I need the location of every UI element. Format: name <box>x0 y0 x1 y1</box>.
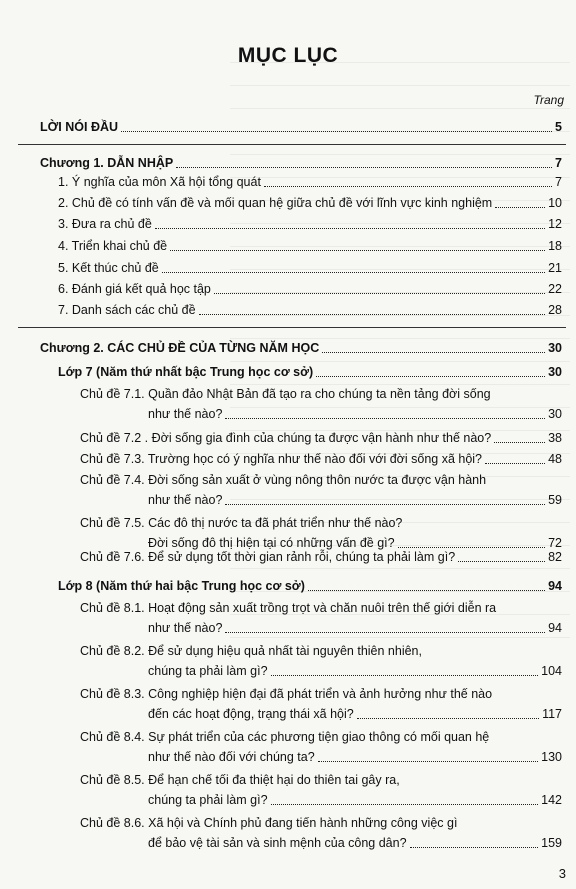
toc-topic-8-5[interactable] <box>80 772 562 808</box>
dot-leader <box>485 462 545 464</box>
entry-page: 12 <box>548 217 562 231</box>
entry-page: 5 <box>555 120 562 134</box>
toc-entry[interactable] <box>58 216 562 232</box>
entry-page: 48 <box>548 452 562 466</box>
topic-title-cont: như thế nào đối với chúng ta? <box>148 750 315 764</box>
entry-page: 21 <box>548 261 562 275</box>
entry-page: 7 <box>555 156 562 170</box>
topic-title: Sự phát triển của các phương tiện giao thông có mối quan hệ <box>148 730 490 744</box>
topic-title: Công nghiệp hiện đại đã phát triển và ảnh hưởng như thế nào <box>148 687 493 701</box>
toc-entry[interactable] <box>58 174 562 190</box>
toc-entry[interactable] <box>58 238 562 254</box>
toc-entry-grade7[interactable] <box>58 364 562 380</box>
toc-topic-7-2[interactable] <box>80 430 562 446</box>
topic-title-cont: như thế nào? <box>148 407 223 421</box>
dot-leader <box>170 249 545 251</box>
topic-code: Chủ đề 7.4. <box>80 473 145 487</box>
entry-label: 6. Đánh giá kết quả học tập <box>58 282 211 296</box>
dot-leader <box>162 271 545 273</box>
toc-entry[interactable] <box>58 260 562 276</box>
topic-title-cont: như thế nào? <box>148 621 223 635</box>
entry-page: 10 <box>548 196 562 210</box>
dot-leader <box>225 503 545 505</box>
divider <box>18 327 566 328</box>
topic-code: Chủ đề 8.5. <box>80 773 145 787</box>
toc-topic-7-3[interactable] <box>80 451 562 467</box>
toc-entry[interactable] <box>58 281 562 297</box>
dot-leader <box>271 674 539 676</box>
entry-page: 72 <box>548 536 562 550</box>
entry-label: 7. Danh sách các chủ đề <box>58 303 196 317</box>
topic-title-cont: chúng ta phải làm gì? <box>148 793 268 807</box>
toc-topic-8-3[interactable] <box>80 686 562 722</box>
topic-code: Chủ đề 7.6. <box>80 550 145 564</box>
topic-code: Chủ đề 7.5. <box>80 516 145 530</box>
toc-entry-chapter1[interactable] <box>40 155 562 171</box>
dot-leader <box>322 351 545 353</box>
entry-page: 82 <box>548 550 562 564</box>
topic-title: Để sử dụng tốt thời gian rảnh rỗi, chúng ta phải làm gì? <box>148 550 456 564</box>
entry-page: 130 <box>541 750 562 764</box>
page-number: 3 <box>558 866 566 881</box>
entry-label: LỜI NÓI ĐẦU <box>40 120 119 134</box>
entry-label: Chương 1. DẪN NHẬP <box>40 156 174 170</box>
dot-leader <box>357 717 539 719</box>
dot-leader <box>495 206 545 208</box>
toc-entry[interactable] <box>58 302 562 318</box>
entry-page: 28 <box>548 303 562 317</box>
topic-title: Để sử dụng hiệu quả nhất tài nguyên thiên nhiên, <box>148 644 422 658</box>
toc-entry-chapter2[interactable] <box>40 340 562 356</box>
entry-page: 159 <box>541 836 562 850</box>
page-column-label: Trang <box>533 93 564 107</box>
entry-page: 117 <box>542 707 562 721</box>
toc-entry-intro[interactable] <box>40 119 562 135</box>
entry-page: 22 <box>548 282 562 296</box>
topic-title-cont: để bảo vệ tài sản và sinh mệnh của công dân? <box>148 836 407 850</box>
toc-topic-7-5[interactable] <box>80 515 562 551</box>
toc-topic-8-6[interactable] <box>80 815 562 851</box>
topic-title: Các đô thị nước ta đã phát triển như thế nào? <box>148 516 403 530</box>
toc-entry-grade8[interactable] <box>58 578 562 594</box>
topic-title-cont: như thế nào? <box>148 493 223 507</box>
topic-code: Chủ đề 7.1. <box>80 387 145 401</box>
topic-title: Để hạn chế tối đa thiệt hại do thiên tai gây ra, <box>148 773 400 787</box>
topic-code: Chủ đề 8.3. <box>80 687 145 701</box>
dot-leader <box>264 185 552 187</box>
toc-topic-8-1[interactable] <box>80 600 562 636</box>
topic-title-cont: Đời sống đô thị hiện tại có những vấn đề gì? <box>148 536 395 550</box>
dot-leader <box>225 631 545 633</box>
entry-page: 59 <box>548 493 562 507</box>
entry-page: 30 <box>548 407 562 421</box>
divider <box>18 144 566 145</box>
dot-leader <box>410 846 539 848</box>
topic-code: Chủ đề 8.2. <box>80 644 145 658</box>
entry-page: 104 <box>541 664 562 678</box>
entry-page: 38 <box>548 431 562 445</box>
dot-leader <box>225 417 545 419</box>
dot-leader <box>308 589 545 591</box>
topic-title: . Đời sống gia đình của chúng ta được vận hành như thế nào? <box>144 431 492 445</box>
entry-label: Lớp 7 (Năm thứ nhất bậc Trung học cơ sở) <box>58 365 314 379</box>
entry-label: Lớp 8 (Năm thứ hai bậc Trung học cơ sở) <box>58 579 305 593</box>
entry-label: 3. Đưa ra chủ đề <box>58 217 152 231</box>
dot-leader <box>271 803 539 805</box>
topic-code: Chủ đề 8.6. <box>80 816 145 830</box>
topic-title: Đời sống sản xuất ở vùng nông thôn nước ta được vận hành <box>148 473 487 487</box>
dot-leader <box>458 560 545 562</box>
entry-page: 94 <box>548 621 562 635</box>
toc-topic-8-2[interactable] <box>80 643 562 679</box>
dot-leader <box>214 292 545 294</box>
dot-leader <box>155 227 545 229</box>
dot-leader <box>398 546 546 548</box>
toc-topic-8-4[interactable] <box>80 729 562 765</box>
entry-page: 18 <box>548 239 562 253</box>
entry-label: 1. Ý nghĩa của môn Xã hội tổng quát <box>58 175 261 189</box>
toc-topic-7-4[interactable] <box>80 472 562 508</box>
dot-leader <box>494 441 545 443</box>
entry-label: Chương 2. CÁC CHỦ ĐỀ CỦA TỪNG NĂM HỌC <box>40 341 320 355</box>
topic-title: Trường học có ý nghĩa như thế nào đối với đời sống xã hội? <box>147 452 483 466</box>
topic-code: Chủ đề 8.1. <box>80 601 145 615</box>
entry-page: 94 <box>548 579 562 593</box>
entry-label: 4. Triển khai chủ đề <box>58 239 168 253</box>
entry-page: 7 <box>555 175 562 189</box>
page-title: MỤC LỤC <box>237 44 339 67</box>
topic-title: Xã hội và Chính phủ đang tiến hành những công việc gì <box>148 816 458 830</box>
entry-label: 2. Chủ đề có tính vấn đề và mối quan hệ giữa chủ đề với lĩnh vực kinh nghiệm <box>58 196 493 210</box>
dot-leader <box>316 375 545 377</box>
topic-title: Quần đảo Nhật Bản đã tạo ra cho chúng ta nền tảng đời sống <box>148 387 491 401</box>
dot-leader <box>121 130 552 132</box>
entry-page: 142 <box>541 793 562 807</box>
toc-topic-7-1[interactable] <box>80 386 562 422</box>
topic-code: Chủ đề 8.4. <box>80 730 145 744</box>
dot-leader <box>199 313 546 315</box>
toc-entry[interactable] <box>58 195 562 211</box>
topic-title-cont: đến các hoạt động, trạng thái xã hội? <box>148 707 354 721</box>
topic-title: Hoạt động sản xuất trồng trọt và chăn nuôi trên thế giới diễn ra <box>148 601 497 615</box>
topic-title-cont: chúng ta phải làm gì? <box>148 664 268 678</box>
toc-topic-7-6[interactable] <box>80 549 562 565</box>
topic-code: Chủ đề 7.2 <box>80 431 142 445</box>
dot-leader <box>176 166 552 168</box>
entry-label: 5. Kết thúc chủ đề <box>58 261 159 275</box>
dot-leader <box>318 760 538 762</box>
topic-code: Chủ đề 7.3. <box>80 452 145 466</box>
entry-page: 30 <box>548 365 562 379</box>
entry-page: 30 <box>548 341 562 355</box>
